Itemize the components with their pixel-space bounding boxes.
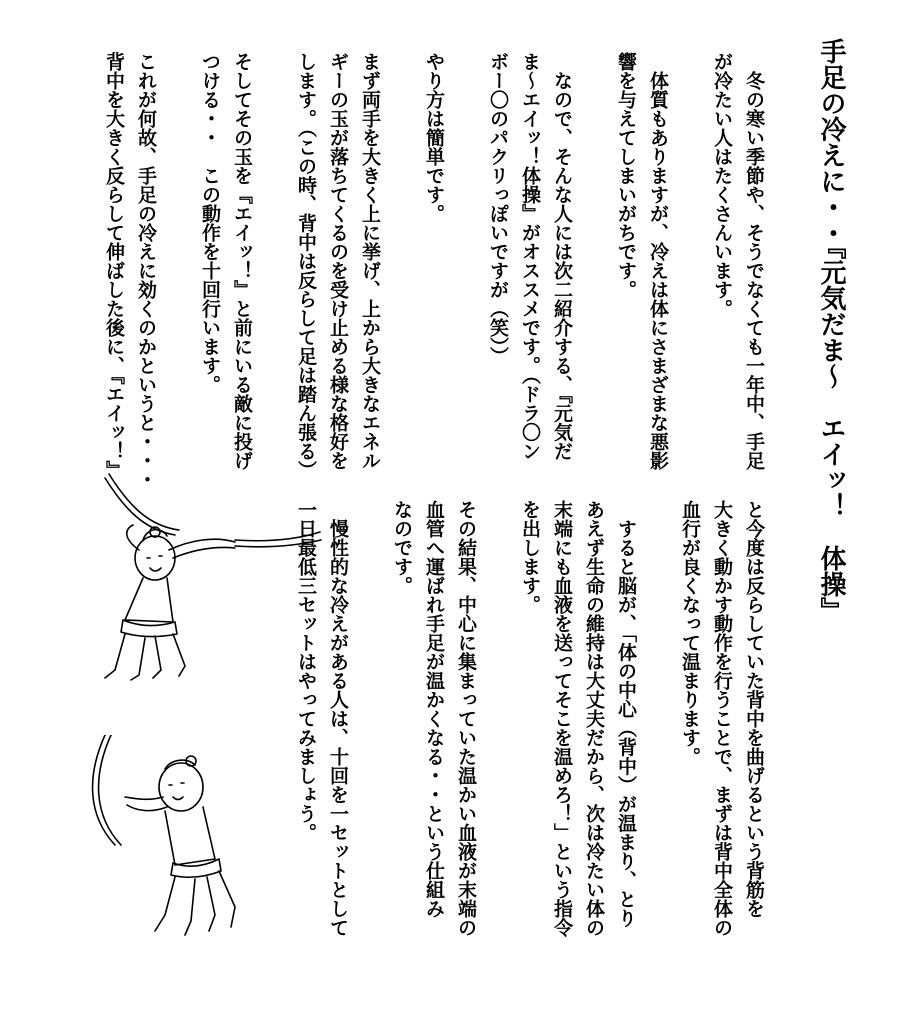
lower-text-block [290,500,770,950]
text-line: 体質もありますが、冷えは体にさまざまな悪影 [647,52,669,470]
text-line [354,500,386,950]
text-line: そしてその玉を『エイッ！』と前にいる敵に投げ [231,52,253,470]
text-line: 背中を大きく反らして伸ばした後に、『エイッ！』 [103,52,125,480]
figure-throwing-ball-illustration [85,735,285,955]
text-line: 血行が良くなって温まります。 [679,500,701,766]
text-line [482,500,514,950]
text-line: 響を与えてしまいがちです。 [615,52,637,299]
text-line [578,52,610,472]
text-line: ギーの玉が落ちてくるのを受け止める様な格好を [327,52,349,470]
text-line: これが何故、手足の冷えに効くのかというと・・・ [135,52,157,489]
text-line: 大きく動かす動作を行うことで、まずは背中全体の [711,500,733,937]
text-line: 冬の寒い季節や、そうでなくても一年中、手足 [743,52,765,470]
text-line [162,52,194,472]
text-line: やり方は簡単です。 [423,52,445,223]
text-line: ま～エイッ！体操』がオススメです。（ドラ〇ン [519,52,541,461]
text-line: と今度は反らしていた背中を曲げるという背筋を [743,500,765,918]
text-line: あえず生命の維持は大丈夫だから、次は冷たい体の [583,500,605,937]
text-line [450,52,482,472]
text-line: 血管へ運ばれ手足が温かくなる・・という仕組み [423,500,445,918]
text-line [258,52,290,472]
page-title: 手足の冷えに・・『元気だま～ エイッ！ 体操』 [816,38,846,623]
text-line: ボー〇のパクリっぽいですが（笑）） [487,52,509,366]
text-line [674,52,706,472]
text-line [642,500,674,950]
text-line [386,52,418,472]
figure-catching-ball-illustration [95,470,325,690]
text-line: まず両手を大きく上に挙げ、上から大きなエネル [359,52,381,470]
text-line: 末端にも血液を送ってそこを温めろ！」という指令 [551,500,573,937]
text-line: すると脳が、「体の中心（背中）が温まり、とり [615,500,637,928]
text-line: なので、そんな人には次二紹介する、『元気だ [551,52,573,461]
text-line: を出します。 [519,500,541,614]
upper-text-block [98,52,770,489]
text-line: が冷たい人はたくさんいます。 [711,52,733,318]
text-line: します。（この時、背中は反らして足は踏ん張る） [295,52,317,480]
text-line: 一日最低三セットはやってみましょう。 [295,500,317,842]
text-line: その結果、中心に集まっていた温かい血液が末端の [455,500,477,937]
text-line: 慢性的な冷えがある人は、十回を一セットとして [327,500,349,937]
text-line: つける・・ この動作を十回行います。 [199,52,221,394]
text-line: なのです。 [391,500,413,595]
